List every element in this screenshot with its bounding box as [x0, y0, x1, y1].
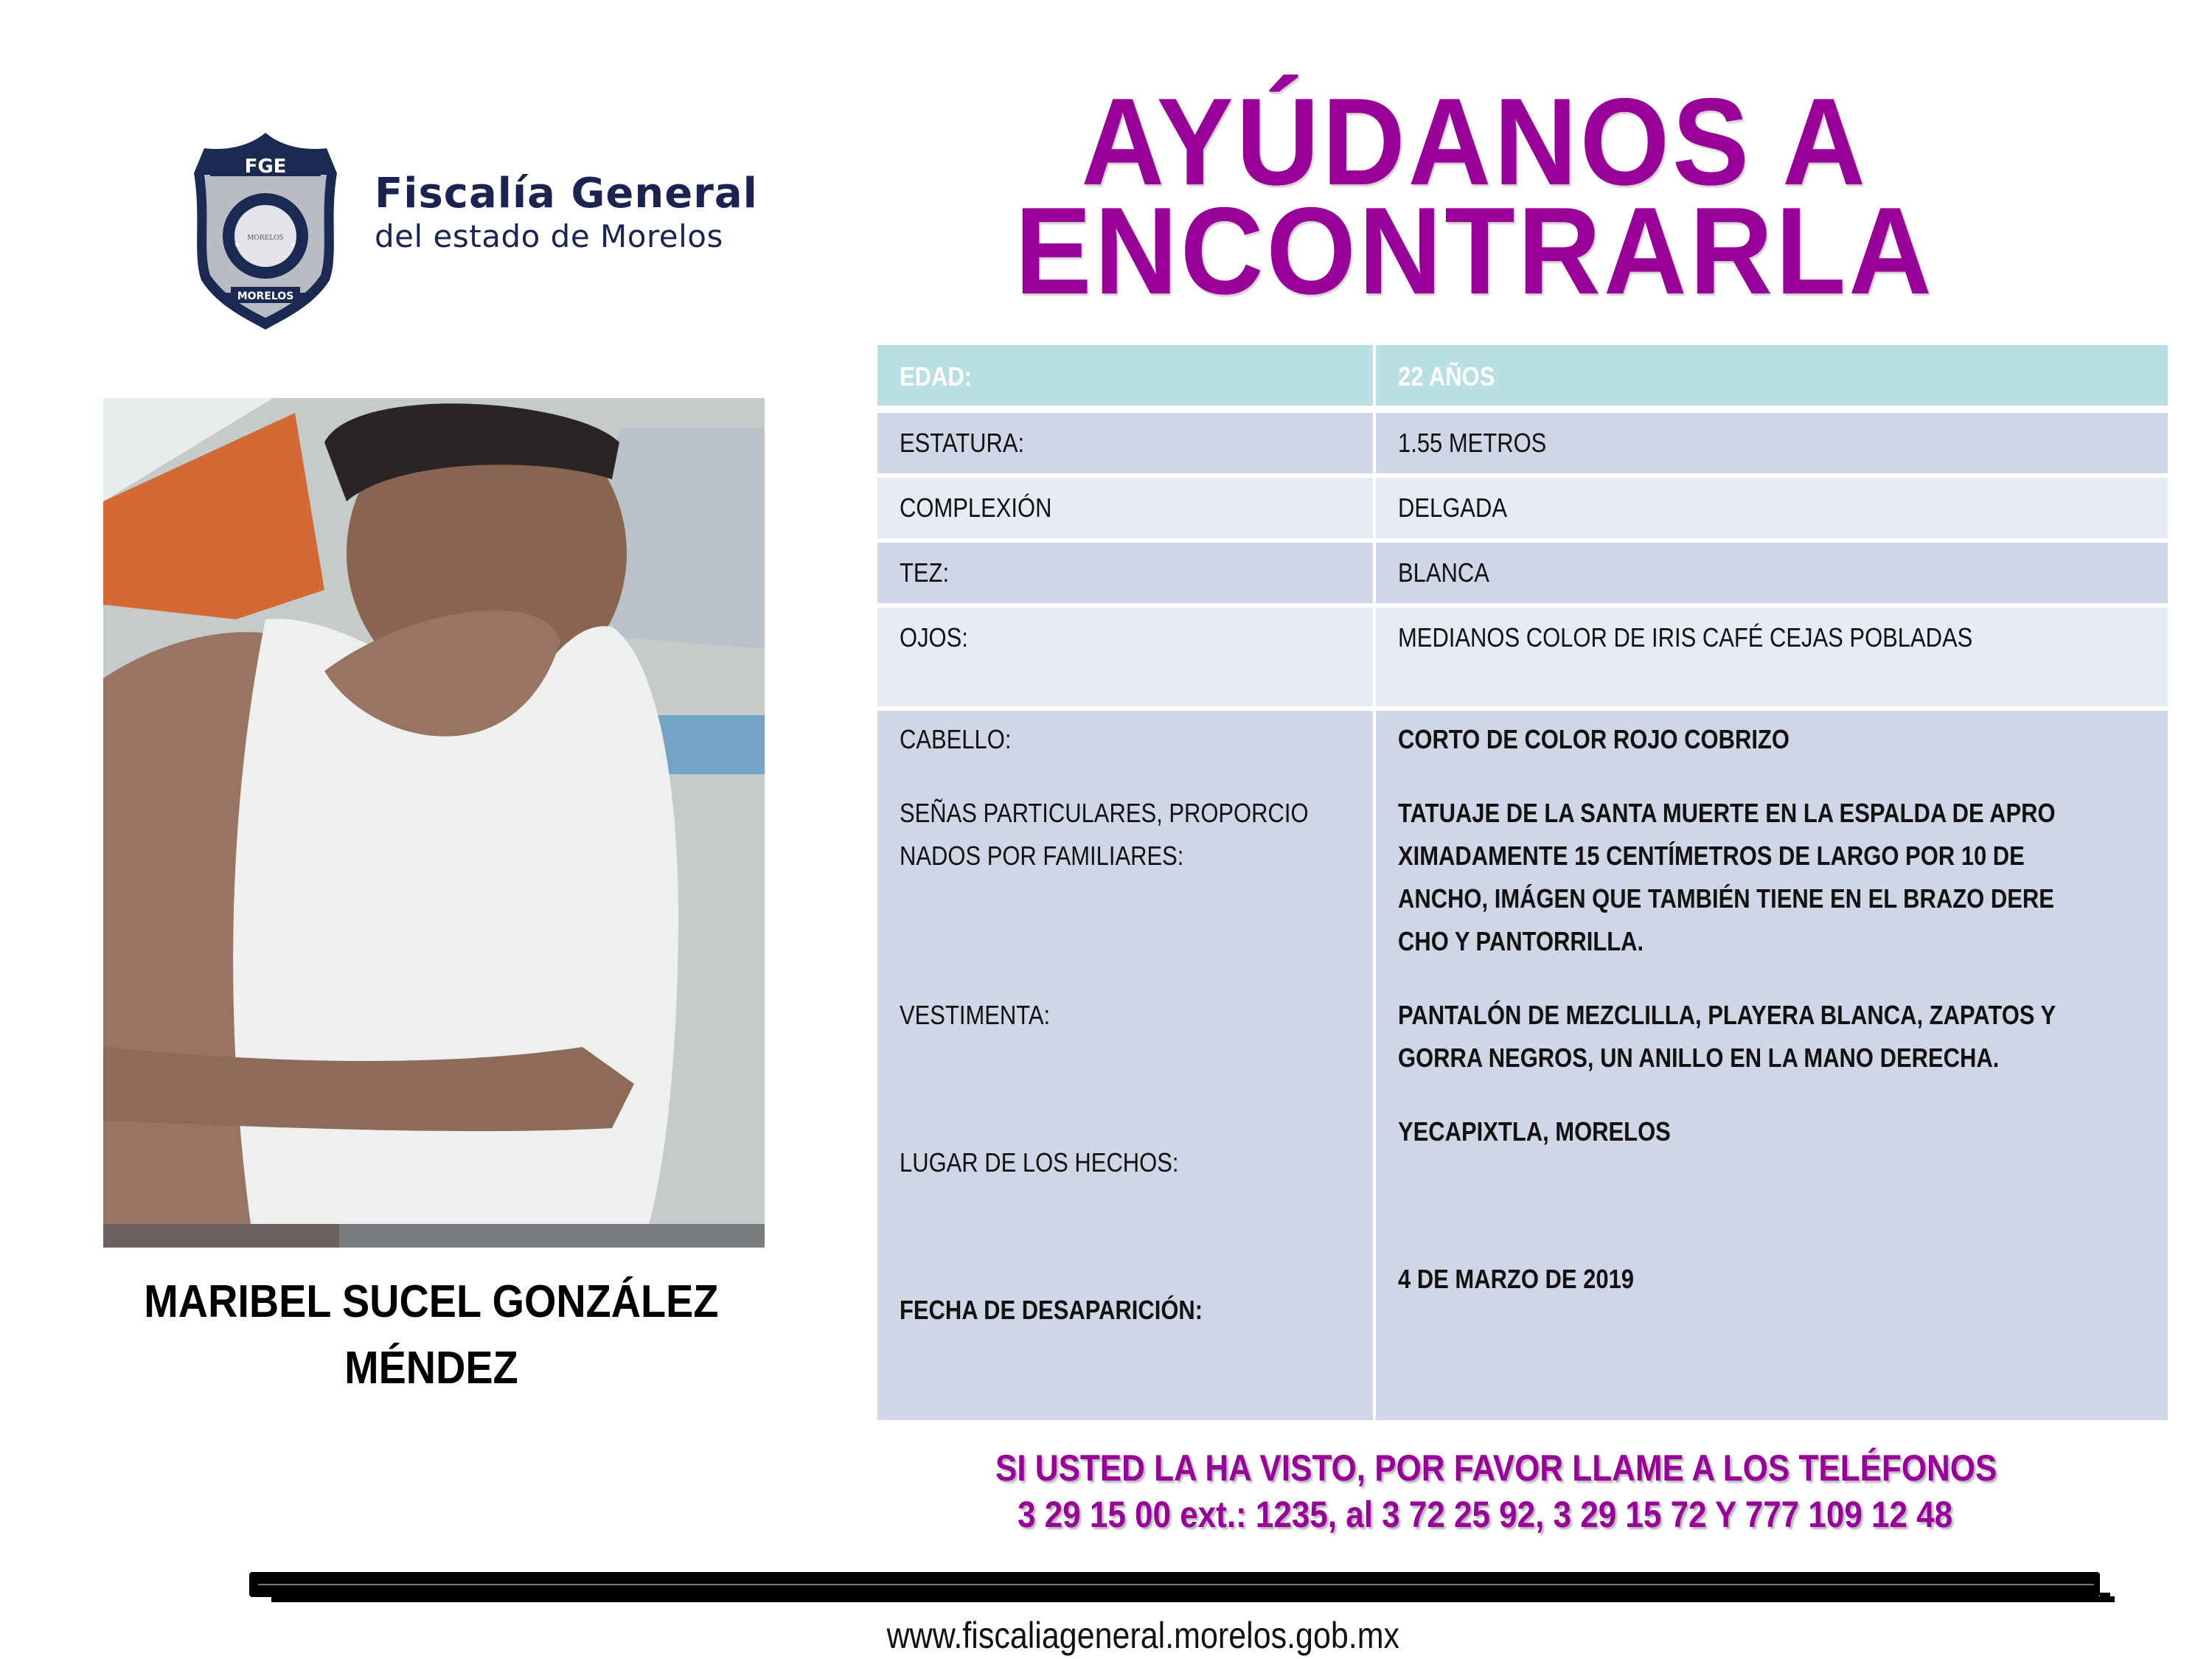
table-row [877, 478, 2168, 538]
svg-text:MORELOS: MORELOS [237, 291, 294, 302]
lugar-value: YECAPIXTLA, MORELOS [1398, 1116, 1671, 1147]
phone-numbers: 3 29 15 00 ext.: 1235, al 3 72 25 92, 3 29 15 72 Y 777 109 12 48 [1018, 1494, 1953, 1535]
fge-badge-logo [188, 129, 343, 332]
estatura-value: 1.55 METROS [1398, 428, 1547, 458]
svg-text:MORELOS: MORELOS [247, 234, 284, 242]
svg-text:FGE: FGE [244, 156, 287, 178]
complexion-value: DELGADA [1398, 493, 1507, 523]
cabello-label: CABELLO: [900, 724, 1012, 754]
senas-value-line: TATUAJE DE LA SANTA MUERTE EN LA ESPALDA DE APRO [1398, 798, 2056, 828]
title-line2: ENCONTRARLA [1015, 181, 1935, 320]
senas-label-line2: NADOS POR FAMILIARES: [900, 841, 1184, 871]
cabello-value: CORTO DE COLOR ROJO COBRIZO [1398, 724, 1790, 754]
senas-value-line: CHO Y PANTORRILLA. [1398, 926, 1644, 956]
website-link[interactable] [737, 1615, 1548, 1656]
senas-label-line1: SEÑAS PARTICULARES, PROPORCIO [900, 798, 1309, 828]
footer-divider-end [2100, 1593, 2110, 1602]
edad-value: 22 AÑOS [1398, 361, 1495, 392]
table-row [877, 413, 2168, 473]
call-to-action: SI USTED LA HA VISTO, POR FAVOR LLAME A LOS TELÉFONOS [995, 1447, 1997, 1489]
footer-divider-line [258, 1584, 2094, 1585]
table-row [877, 608, 2168, 706]
table-row [877, 543, 2168, 603]
fecha-label: FECHA DE DESAPARICIÓN: [900, 1295, 1203, 1325]
fecha-value: 4 DE MARZO DE 2019 [1398, 1264, 1635, 1294]
page-title [912, 72, 2037, 320]
website-url[interactable]: www.fiscaliageneral.morelos.gob.mx [886, 1615, 1399, 1656]
person-photo [103, 398, 765, 1248]
tez-label: TEZ: [900, 557, 950, 588]
vestimenta-label: VESTIMENTA: [900, 1000, 1051, 1030]
complexion-label: COMPLEXIÓN [900, 493, 1052, 523]
table-row-description [877, 711, 2168, 1420]
footer-divider-shadow [271, 1596, 2115, 1602]
svg-text:★: ★ [290, 241, 296, 249]
edad-label: EDAD: [900, 361, 973, 392]
lugar-label: LUGAR DE LOS HECHOS: [900, 1147, 1179, 1178]
svg-text:★: ★ [234, 241, 240, 249]
tez-value: BLANCA [1398, 557, 1489, 588]
org-name-line2: del estado de Morelos [375, 218, 723, 254]
person-name [59, 1276, 804, 1394]
ojos-label: OJOS: [900, 622, 968, 653]
ojos-value: MEDIANOS COLOR DE IRIS CAFÉ CEJAS POBLADAS [1398, 622, 1973, 653]
photo-image [103, 398, 765, 1248]
person-name-line1: MARIBEL SUCEL GONZÁLEZ [144, 1276, 719, 1327]
title-line1: AYÚDANOS A [1081, 72, 1868, 211]
police-badge-icon [188, 129, 343, 332]
vestimenta-value-line: PANTALÓN DE MEZCLILLA, PLAYERA BLANCA, ZAPATOS Y [1398, 1000, 2056, 1030]
org-name [375, 170, 758, 255]
table-row-edad [877, 345, 2168, 406]
person-name-line2: MÉNDEZ [344, 1343, 518, 1394]
estatura-label: ESTATURA: [900, 428, 1025, 458]
senas-value-line: XIMADAMENTE 15 CENTÍMETROS DE LARGO POR 10 DE [1398, 841, 2025, 871]
org-name-line1: Fiscalía General [375, 170, 758, 218]
vestimenta-value-line: GORRA NEGROS, UN ANILLO EN LA MANO DERECHA. [1398, 1043, 2000, 1073]
senas-value-line: ANCHO, IMÁGEN QUE TAMBIÉN TIENE EN EL BRAZO DERE [1398, 883, 2054, 914]
